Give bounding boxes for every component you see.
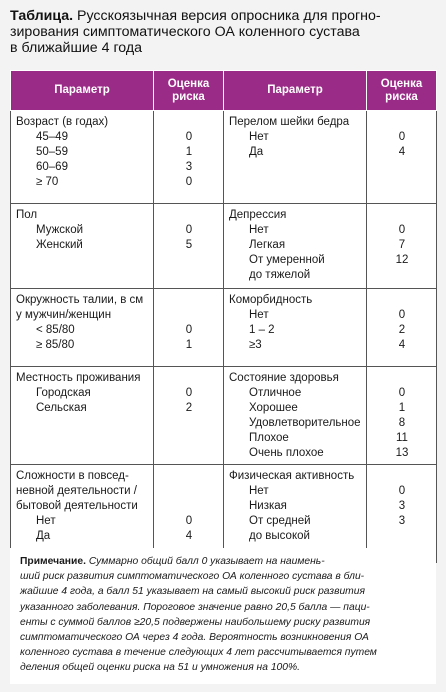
header-risk-score-text: Оценка риска	[380, 77, 423, 103]
parameter-name: Сложности в повсед-	[16, 470, 129, 482]
risk-score-value	[372, 208, 432, 223]
parameter-name: Коморбидность	[229, 294, 313, 306]
parameter-name: Депрессия	[229, 209, 287, 221]
note-line: указанного заболевания. Пороговое значение равно 20,5 балла — паци-	[20, 601, 370, 613]
risk-score-value: 0	[185, 131, 193, 143]
risk-score-value	[159, 308, 219, 323]
risk-score-cell	[154, 289, 224, 367]
parameter-cell	[224, 204, 367, 289]
risk-score-value	[159, 115, 219, 130]
parameter-option: От умеренной	[249, 254, 325, 266]
risk-score-value: 0	[185, 515, 193, 527]
parameter-option: ≥ 85/80	[36, 339, 75, 351]
table-row	[11, 111, 437, 204]
note-line: жайшие 4 года, а балл 51 указывает на самый высокий риск развития	[20, 586, 365, 598]
parameter-option: до тяжелой	[249, 269, 311, 281]
risk-score-cell	[367, 111, 437, 204]
risk-score-value: 0	[185, 387, 193, 399]
parameter-cell	[224, 111, 367, 204]
risk-score-value	[159, 469, 219, 484]
risk-score-value: 13	[395, 447, 409, 459]
parameter-option: Низкая	[249, 500, 287, 512]
risk-score-value: 7	[398, 239, 406, 251]
parameter-option: Удовлетворительное	[249, 417, 361, 429]
note-line: Суммарно общий балл 0 указывает на наимень-	[88, 556, 325, 567]
risk-score-value: 1	[185, 146, 193, 158]
risk-score-value: 1	[398, 402, 406, 414]
risk-score-value	[372, 115, 432, 130]
parameter-name: Состояние здоровья	[229, 372, 339, 384]
header-risk-score	[154, 71, 224, 111]
parameter-option: 60–69	[36, 161, 68, 173]
risk-score-value: 0	[398, 309, 406, 321]
risk-score-value	[372, 469, 432, 484]
parameter-option: Нет	[249, 131, 269, 143]
table-note	[10, 548, 436, 684]
parameter-cell	[224, 367, 367, 465]
parameter-name: Физическая активность	[229, 470, 355, 482]
parameter-option: Мужской	[36, 224, 84, 236]
note-line: ший риск развития симптоматического ОА коленного сустава в бли-	[20, 571, 365, 583]
risk-score-value: 0	[185, 176, 193, 188]
parameter-option: ≥3	[249, 339, 262, 351]
parameter-option: Плохое	[249, 432, 289, 444]
table-row	[11, 367, 437, 465]
note-label: Примечание.	[20, 556, 86, 567]
risk-score-value	[159, 484, 219, 499]
risk-score-value: 0	[398, 224, 406, 236]
parameter-option: Очень плохое	[249, 447, 324, 459]
risk-score-value: 3	[398, 500, 406, 512]
caption-label: Таблица.	[10, 8, 74, 24]
parameter-option: у мужчин/женщин	[16, 309, 112, 321]
risk-score-value	[159, 499, 219, 514]
risk-score-cell	[367, 289, 437, 367]
parameter-option: Женский	[36, 239, 83, 251]
risk-score-cell	[367, 204, 437, 289]
risk-table	[10, 70, 437, 563]
risk-score-value: 2	[398, 324, 406, 336]
risk-score-value	[372, 371, 432, 386]
risk-score-value	[159, 293, 219, 308]
parameter-option: 45–49	[36, 131, 68, 143]
risk-score-value	[159, 371, 219, 386]
parameter-option: невной деятельности /	[16, 485, 137, 497]
header-risk-score-text: Оценка риска	[167, 77, 210, 103]
risk-score-value: 0	[398, 485, 406, 497]
parameter-cell	[11, 289, 154, 367]
parameter-option: Да	[36, 530, 51, 542]
risk-score-value: 12	[395, 254, 409, 266]
parameter-option: Сельская	[36, 402, 87, 414]
parameter-option: Отличное	[249, 387, 302, 399]
risk-score-cell	[154, 367, 224, 465]
risk-score-value: 0	[398, 387, 406, 399]
caption-line: в ближайшие 4 года	[10, 40, 143, 56]
risk-score-value: 8	[398, 417, 406, 429]
header-risk-score	[367, 71, 437, 111]
table-caption	[10, 8, 436, 56]
table-body	[11, 111, 437, 563]
risk-score-value: 4	[398, 339, 406, 351]
parameter-cell	[11, 204, 154, 289]
parameter-option: до высокой	[249, 530, 310, 542]
risk-score-value: 2	[185, 402, 193, 414]
risk-score-value: 0	[185, 324, 193, 336]
parameter-cell	[11, 367, 154, 465]
header-parameter: Параметр	[11, 71, 154, 111]
risk-score-value: 3	[398, 515, 406, 527]
parameter-name: Пол	[16, 209, 38, 221]
parameter-option: бытовой деятельности	[16, 500, 138, 512]
risk-score-value: 11	[396, 432, 408, 444]
parameter-name: Перелом шейки бедра	[229, 116, 350, 128]
risk-score-value: 5	[185, 239, 193, 251]
risk-score-value	[372, 268, 432, 283]
risk-score-value: 4	[185, 530, 193, 542]
parameter-cell	[11, 111, 154, 204]
table-row	[11, 289, 437, 367]
parameter-name: Местность проживания	[16, 372, 141, 384]
parameter-option: 1 – 2	[249, 324, 275, 336]
caption-line: зирования симптоматического ОА коленного сустава	[10, 24, 360, 40]
parameter-option: < 85/80	[36, 324, 75, 336]
caption-line: Русскоязычная версия опросника для прогно-	[77, 8, 381, 24]
parameter-option: Хорошее	[249, 402, 298, 414]
risk-score-value: 0	[185, 224, 193, 236]
risk-score-value: 1	[185, 339, 193, 351]
risk-score-cell	[367, 367, 437, 465]
parameter-option: Нет	[36, 515, 56, 527]
risk-score-value: 3	[185, 161, 193, 173]
parameter-option: Да	[249, 146, 264, 158]
parameter-option: Нет	[249, 309, 269, 321]
table-header-row	[11, 71, 437, 111]
table-row	[11, 204, 437, 289]
parameter-cell	[224, 289, 367, 367]
note-line: симптоматического ОА через 4 года. Вероятность возникновения ОА	[20, 632, 369, 644]
parameter-option: 50–59	[36, 146, 68, 158]
parameter-name: Окружность талии, в см	[16, 294, 144, 306]
parameter-option: Городская	[36, 387, 91, 399]
parameter-option: От средней	[249, 515, 311, 527]
header-parameter: Параметр	[224, 71, 367, 111]
risk-score-value	[159, 208, 219, 223]
parameter-name: Возраст (в годах)	[16, 116, 109, 128]
risk-score-value	[372, 293, 432, 308]
parameter-option: Нет	[249, 224, 269, 236]
note-line: коленного сустава в течение следующих 4 лет рассчитывается путем	[20, 647, 377, 659]
risk-score-cell	[154, 111, 224, 204]
parameter-option: Легкая	[249, 239, 286, 251]
parameter-option: Нет	[249, 485, 269, 497]
risk-score-value: 4	[398, 146, 406, 158]
note-line: деления общей оценки риска на 51 и умножения на 100%.	[20, 662, 301, 674]
risk-score-cell	[154, 204, 224, 289]
risk-score-value	[372, 529, 432, 544]
risk-score-value: 0	[398, 131, 406, 143]
note-line: енты с суммой баллов ≥20,5 подвержены наибольшему риску развития	[20, 616, 371, 628]
parameter-option: ≥ 70	[36, 176, 59, 188]
